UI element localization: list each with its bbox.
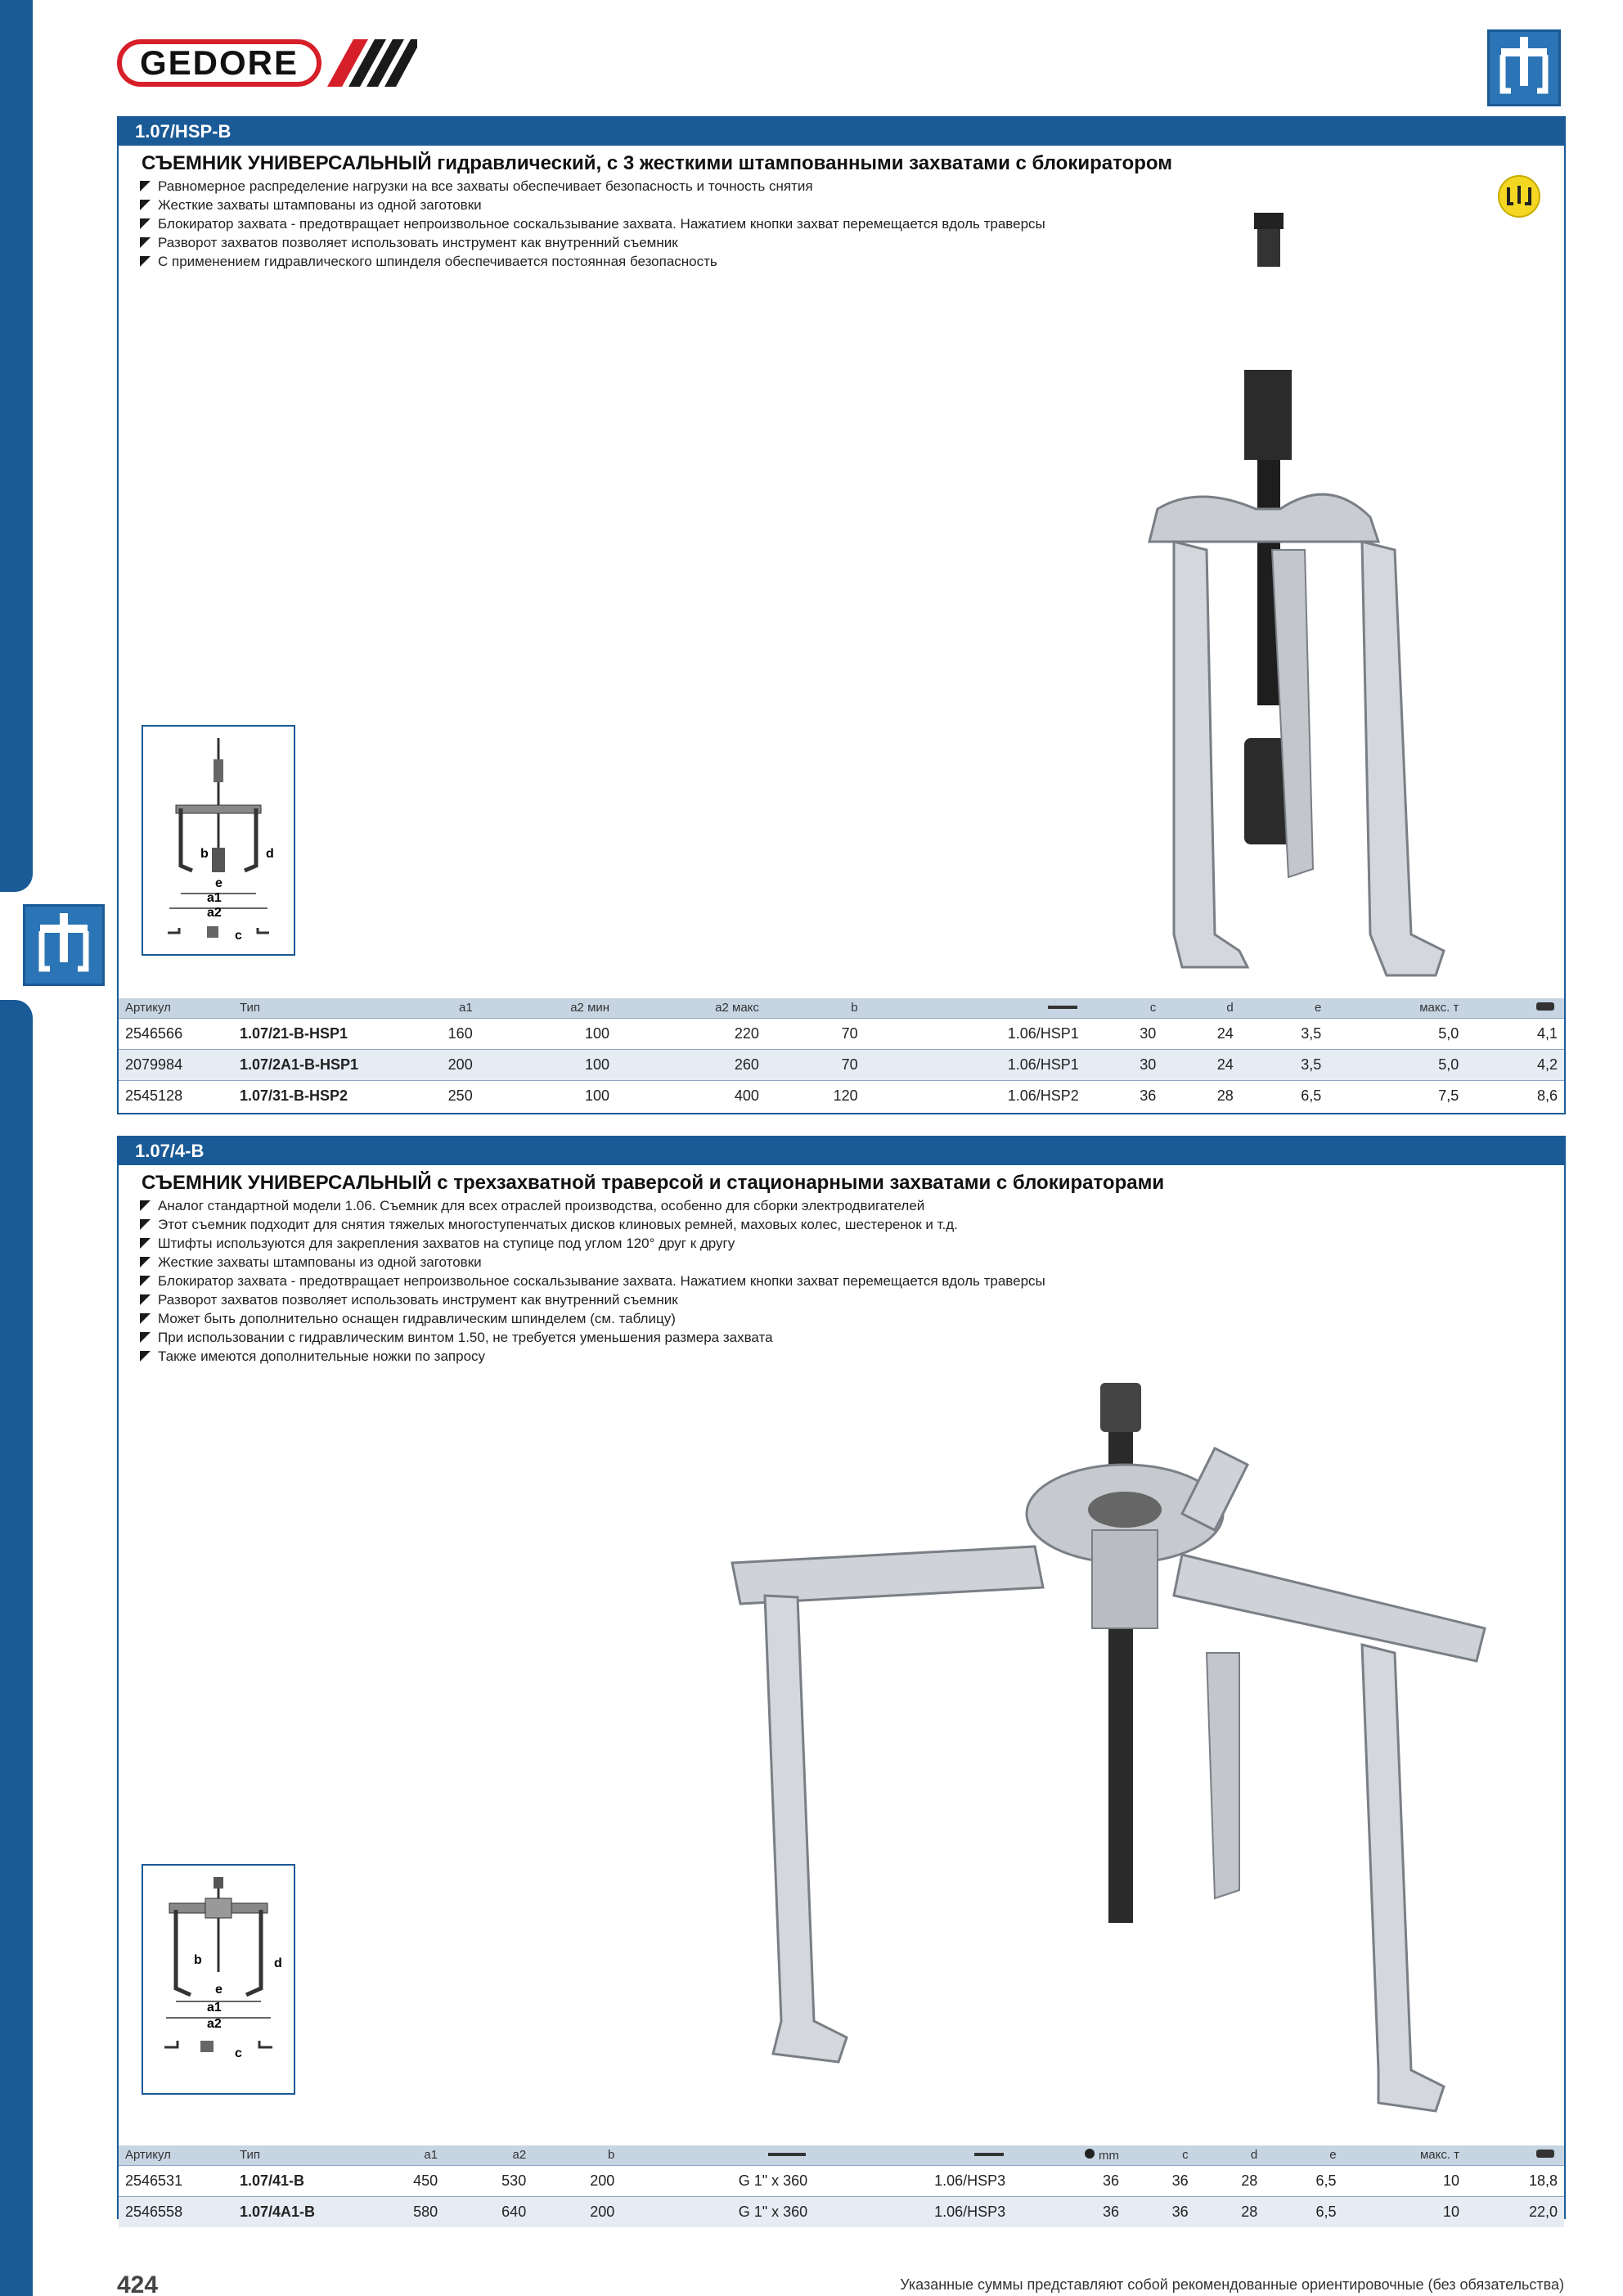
cell-mm: 36 xyxy=(1012,2196,1126,2227)
cell-e: 6,5 xyxy=(1240,1080,1329,1111)
product-section-4-b xyxy=(117,1136,1566,2219)
col-header-a2: a2 xyxy=(444,2145,533,2165)
col-header-type: Тип xyxy=(233,2145,356,2165)
cell-c: 30 xyxy=(1086,1049,1162,1080)
cell-a1: 450 xyxy=(356,2165,444,2196)
feature-item: Жесткие захваты штампованы из одной заготовки xyxy=(140,196,1564,214)
col-header-d: d xyxy=(1162,998,1239,1018)
diagram-label-c: c xyxy=(235,2046,242,2060)
cell-d: 24 xyxy=(1162,1049,1239,1080)
diagram-label-a2: a2 xyxy=(207,2017,222,2031)
cell-b: 70 xyxy=(766,1018,865,1049)
col-header-thread xyxy=(621,2145,814,2165)
cell-weight: 4,1 xyxy=(1465,1018,1564,1049)
cell-weight: 22,0 xyxy=(1466,2196,1564,2227)
cell-e: 6,5 xyxy=(1264,2165,1342,2196)
col-header-mm: mm xyxy=(1012,2145,1126,2165)
diagram-label-b: b xyxy=(200,847,209,861)
feature-item: Разворот захватов позволяет использовать инструмент как внутренний съемник xyxy=(140,233,1564,252)
col-header-max-t: макс. т xyxy=(1328,998,1465,1018)
col-header-e: e xyxy=(1240,998,1329,1018)
section-code: 1.07/HSP-B xyxy=(119,118,1564,146)
cell-a1: 580 xyxy=(356,2196,444,2227)
cell-d: 28 xyxy=(1162,1080,1239,1111)
cell-a2-max: 400 xyxy=(616,1080,766,1111)
cell-d: 24 xyxy=(1162,1018,1239,1049)
cell-a2-min: 100 xyxy=(479,1049,616,1080)
feature-item: Блокиратор захвата - предотвращает непроизвольное соскальзывание захвата. Нажатием кнопки захват перемещается вдоль траверсы xyxy=(140,1272,1564,1290)
cell-a2-min: 100 xyxy=(479,1018,616,1049)
table-row xyxy=(119,2165,1564,2196)
threaded-spindle-icon xyxy=(767,2150,807,2159)
cell-thread: G 1" x 360 xyxy=(621,2196,814,2227)
cell-article: 2079984 xyxy=(119,1049,233,1080)
cell-a1: 250 xyxy=(380,1080,479,1111)
feature-item: Разворот захватов позволяет использовать инструмент как внутренний съемник xyxy=(140,1290,1564,1309)
col-header-max-t: макс. т xyxy=(1343,2145,1466,2165)
col-header-e: e xyxy=(1264,2145,1342,2165)
hydraulic-puller-photo xyxy=(1035,165,1493,1024)
cell-weight: 4,2 xyxy=(1465,1049,1564,1080)
cell-a2-max: 220 xyxy=(616,1018,766,1049)
cell-d: 28 xyxy=(1195,2165,1265,2196)
col-header-hydraulic xyxy=(814,2145,1012,2165)
cell-article: 2546531 xyxy=(119,2165,233,2196)
cell-article: 2546566 xyxy=(119,1018,233,1049)
cell-max-t: 5,0 xyxy=(1328,1049,1465,1080)
cell-hydraulic: 1.06/HSP3 xyxy=(814,2165,1012,2196)
cell-type: 1.07/2A1-B-HSP1 xyxy=(233,1049,380,1080)
table-row xyxy=(119,2196,1564,2227)
cell-a1: 160 xyxy=(380,1018,479,1049)
dimension-diagram xyxy=(142,1864,295,2095)
cell-mm: 36 xyxy=(1012,2165,1126,2196)
weight-icon xyxy=(1533,1001,1558,1012)
cell-spindle: 1.06/HSP1 xyxy=(865,1049,1086,1080)
puller-category-icon xyxy=(1487,29,1561,106)
cell-e: 3,5 xyxy=(1240,1049,1329,1080)
feature-item: Аналог стандартной модели 1.06. Съемник для всех отраслей производства, особенно для сборки электродвигателей xyxy=(140,1196,1564,1215)
cell-weight: 18,8 xyxy=(1466,2165,1564,2196)
cell-article: 2546558 xyxy=(119,2196,233,2227)
diagram-label-a2: a2 xyxy=(207,906,222,920)
col-header-c: c xyxy=(1126,2145,1195,2165)
col-header-d: d xyxy=(1195,2145,1265,2165)
col-header-type: Тип xyxy=(233,998,380,1018)
col-header-weight xyxy=(1466,2145,1564,2165)
cell-a2: 530 xyxy=(444,2165,533,2196)
three-jaw-puller-photo xyxy=(724,1383,1558,2119)
feature-item: Также имеются дополнительные ножки по запросу xyxy=(140,1347,1564,1366)
feature-item: Равномерное распределение нагрузки на все захваты обеспечивает безопасность и точность снятия xyxy=(140,177,1564,196)
feature-item: При использовании с гидравлическим винтом 1.50, не требуется уменьшения размера захвата xyxy=(140,1328,1564,1347)
diagram-label-a1: a1 xyxy=(207,2001,222,2015)
cell-type: 1.07/41-B xyxy=(233,2165,356,2196)
cell-article: 2545128 xyxy=(119,1080,233,1111)
cell-b: 120 xyxy=(766,1080,865,1111)
diagram-label-a1: a1 xyxy=(207,891,222,905)
cell-b: 200 xyxy=(533,2165,621,2196)
dimension-diagram xyxy=(142,725,295,956)
cell-weight: 8,6 xyxy=(1465,1080,1564,1111)
cell-type: 1.07/31-B-HSP2 xyxy=(233,1080,380,1111)
col-header-article: Артикул xyxy=(119,2145,233,2165)
cell-max-t: 10 xyxy=(1343,2165,1466,2196)
cell-b: 200 xyxy=(533,2196,621,2227)
page-number: 424 xyxy=(117,2271,159,2296)
feature-item: Жесткие захваты штампованы из одной заготовки xyxy=(140,1253,1564,1272)
cell-c: 36 xyxy=(1126,2196,1195,2227)
diagram-label-e: e xyxy=(215,1983,223,1997)
cell-b: 70 xyxy=(766,1049,865,1080)
spindle-icon xyxy=(1046,1003,1079,1011)
cell-e: 6,5 xyxy=(1264,2196,1342,2227)
table-row xyxy=(119,1049,1564,1080)
puller-category-icon xyxy=(23,904,105,986)
cell-a2-min: 100 xyxy=(479,1080,616,1111)
left-edge-stripe-top xyxy=(0,0,33,892)
cell-type: 1.07/4A1-B xyxy=(233,2196,356,2227)
cell-thread: G 1" x 360 xyxy=(621,2165,814,2196)
col-header-a1: a1 xyxy=(356,2145,444,2165)
diagram-label-e: e xyxy=(215,876,223,890)
table-row xyxy=(119,1080,1564,1111)
cell-spindle: 1.06/HSP1 xyxy=(865,1018,1086,1049)
footer-note: Указанные суммы представляют собой рекомендованные ориентировочные (без обязательства) xyxy=(900,2276,1564,2293)
col-header-a2-max: a2 макс xyxy=(616,998,766,1018)
feature-item: Блокиратор захвата - предотвращает непроизвольное соскальзывание захвата. Нажатием кнопки захват перемещается вдоль траверсы xyxy=(140,214,1564,233)
cell-max-t: 7,5 xyxy=(1328,1080,1465,1111)
cell-c: 36 xyxy=(1126,2165,1195,2196)
feature-item: С применением гидравлического шпинделя обеспечивается постоянная безопасность xyxy=(140,252,1564,271)
cell-a1: 200 xyxy=(380,1049,479,1080)
product-section-hsp-b xyxy=(117,116,1566,1114)
cell-a2: 640 xyxy=(444,2196,533,2227)
spec-table xyxy=(119,2145,1564,2227)
section-title: СЪЕМНИК УНИВЕРСАЛЬНЫЙ с трехзахватной траверсой и стационарными захватами с блокираторами xyxy=(142,1172,1165,1194)
feature-list xyxy=(119,1196,1564,1366)
col-header-a1: a1 xyxy=(380,998,479,1018)
cell-max-t: 10 xyxy=(1343,2196,1466,2227)
col-header-b: b xyxy=(533,2145,621,2165)
col-header-b: b xyxy=(766,998,865,1018)
col-header-weight xyxy=(1465,998,1564,1018)
diagram-label-b: b xyxy=(194,1953,202,1967)
diagram-label-c: c xyxy=(235,929,242,943)
cell-type: 1.07/21-B-HSP1 xyxy=(233,1018,380,1049)
section-title: СЪЕМНИК УНИВЕРСАЛЬНЫЙ гидравлический, с 3 жесткими штампованными захватами с блокиратором xyxy=(142,152,1172,174)
feature-item: Этот съемник подходит для снятия тяжелых многоступенчатых дисков клиновых ремней, маховых колес, шестеренок и т.д. xyxy=(140,1215,1564,1234)
cell-c: 30 xyxy=(1086,1018,1162,1049)
feature-item: Штифты используются для закрепления захватов на ступице под углом 120° друг к другу xyxy=(140,1234,1564,1253)
feature-item: Может быть дополнительно оснащен гидравлическим шпинделем (см. таблицу) xyxy=(140,1309,1564,1328)
weight-icon xyxy=(1533,2148,1558,2159)
cell-a2-max: 260 xyxy=(616,1049,766,1080)
col-header-c: c xyxy=(1086,998,1162,1018)
diagram-label-d: d xyxy=(266,847,274,861)
table-row xyxy=(119,1018,1564,1049)
col-header-article: Артикул xyxy=(119,998,233,1018)
diagram-label-d: d xyxy=(274,1956,282,1970)
col-header-a2-min: a2 мин xyxy=(479,998,616,1018)
cell-spindle: 1.06/HSP2 xyxy=(865,1080,1086,1111)
cell-c: 36 xyxy=(1086,1080,1162,1111)
left-edge-stripe-bottom xyxy=(0,1000,33,2296)
logo-slashes-icon xyxy=(327,39,417,87)
locking-badge-icon xyxy=(1498,175,1540,218)
cell-e: 3,5 xyxy=(1240,1018,1329,1049)
hex-nut-icon xyxy=(1084,2148,1095,2159)
col-header-spindle xyxy=(865,998,1086,1018)
cell-d: 28 xyxy=(1195,2196,1265,2227)
hydraulic-spindle-icon xyxy=(973,2150,1005,2159)
spec-table xyxy=(119,998,1564,1111)
cell-hydraulic: 1.06/HSP3 xyxy=(814,2196,1012,2227)
cell-max-t: 5,0 xyxy=(1328,1018,1465,1049)
gedore-logo: GEDORE xyxy=(117,39,321,87)
section-code: 1.07/4-B xyxy=(119,1137,1564,1165)
